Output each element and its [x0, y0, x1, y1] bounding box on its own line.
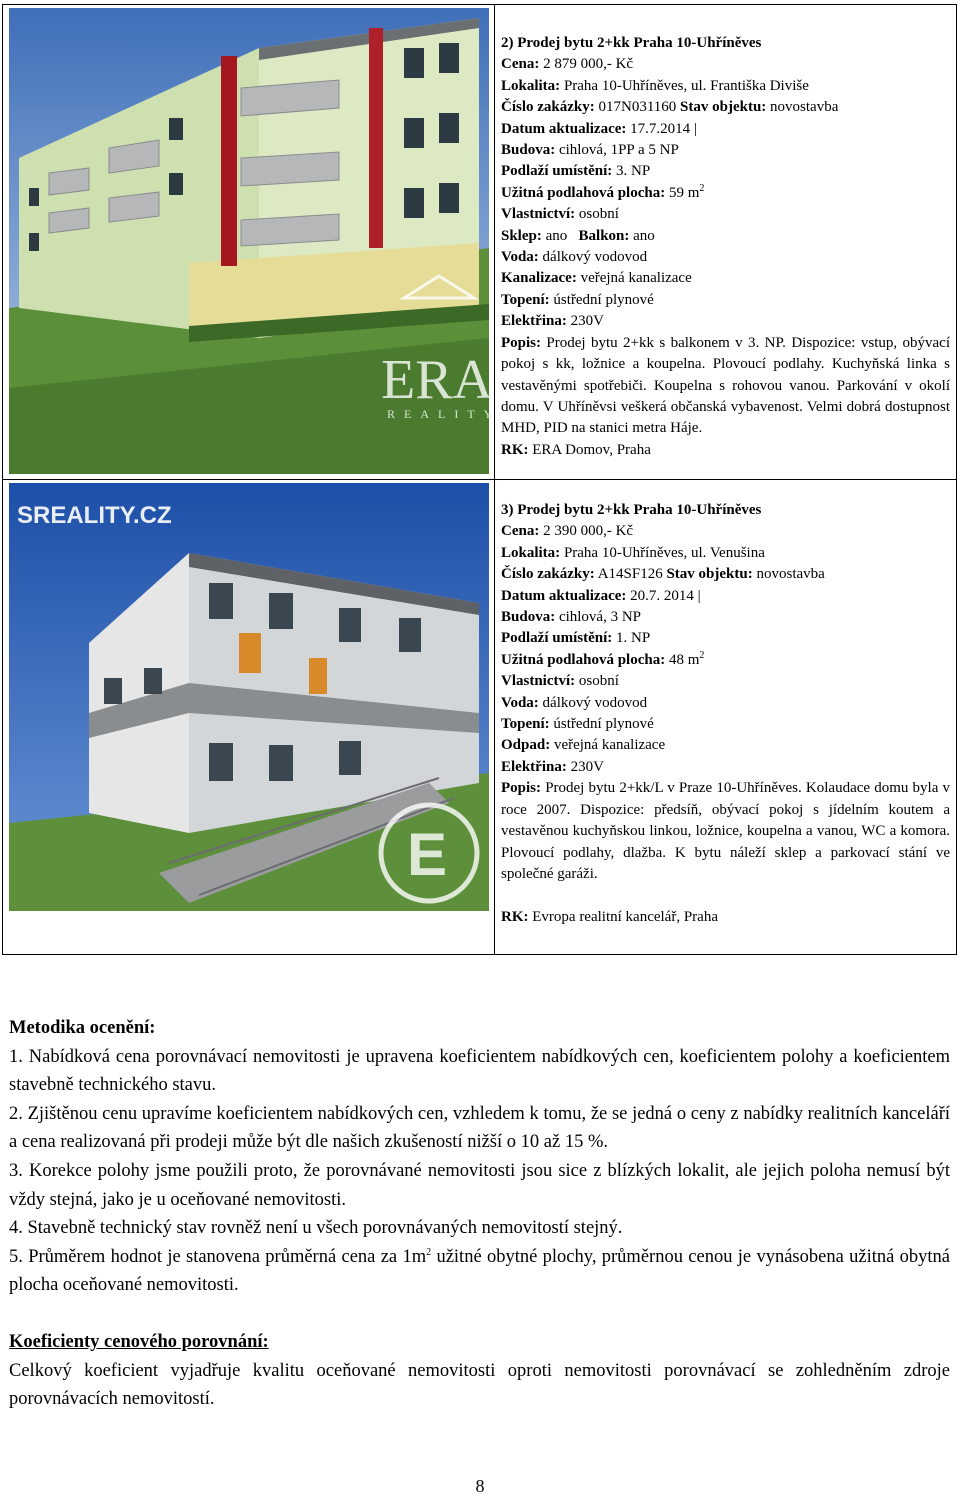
methodology-point-1: 1. Nabídková cena porovnávací nemovitosti je upravena koeficientem nabídkových cen, koeficientem polohy a koeficientem stavebně technického stavu.: [9, 1046, 950, 1096]
coefficients-heading: Koeficienty cenového porovnání:: [9, 1331, 269, 1352]
methodology-point-4: 4. Stavebně technický stav rovněž není u všech porovnávaných nemovitostí stejný.: [9, 1218, 623, 1239]
building-photo-2: [9, 8, 502, 474]
era-logo-subtext: REALITY: [387, 407, 502, 421]
sreality-watermark: SREALITY.CZ: [17, 502, 172, 529]
listing-2-price: 2 879 000,- Kč: [543, 56, 634, 73]
listing-3-photo-cell: [3, 480, 495, 955]
era-logo-text: ERA: [381, 349, 493, 411]
methodology-point-2: 2. Zjištěnou cenu upravíme koeficientem nabídkových cen, vzhledem k tomu, že se jedná o ceny z nabídky realitních kanceláří a cena realizovaná při prodeji může být dle našich zkušeností nižší o 10 až 15 %.: [9, 1103, 950, 1153]
coefficients-text: Celkový koeficient vyjadřuje kvalitu oceňované nemovitosti oproti nemovitosti porovnávací se zohledněním zdroje porovnávacích nemovitostí.: [9, 1360, 950, 1410]
listing-3-photo: [9, 483, 489, 949]
listing-3-agency: Evropa realitní kancelář, Praha: [532, 909, 718, 926]
listing-3-title: 3) Prodej bytu 2+kk Praha 10-Uhříněves: [501, 502, 762, 518]
listing-row-3: [3, 480, 957, 955]
listing-2-description: Popis: Prodej bytu 2+kk s balkonem v 3. NP. Dispozice: vstup, obývací pokoj s kk, ložnice a koupelna. Plovoucí podlahy. Kuchyňská linka s vestavěnými spotřebiči. Koupelna s rohovou vanou. Parkování v okolí domu. V Uhříněvsi veškerá občanská vybavenost. Velmi dobrá dostupnost MHD, PID na stanici metra Háje.: [501, 334, 950, 437]
listing-2-agency: ERA Domov, Praha: [532, 441, 651, 458]
listing-3-description: Popis: Prodej bytu 2+kk/L v Praze 10-Uhříněves. Kolaudace domu byla v roce 2007. Dispozice: předsíň, obývací pokoj s jídelním koutem a vestavěnou kuchyňskou linkou, ložnice, koupelna a vanou, WC a komora. Plovoucí podlahy, dlažba. K bytu náleží sklep a parkovací stání ve společné garáži.: [501, 780, 951, 882]
listing-2-title: 2) Prodej bytu 2+kk Praha 10-Uhříněves: [501, 35, 762, 51]
listing-3-location: Praha 10-Uhříněves, ul. Venušina: [563, 544, 765, 561]
listing-2-location: Praha 10-Uhříněves, ul. Františka Diviše: [563, 77, 809, 94]
methodology-section: [9, 1014, 950, 1414]
listing-row-2: [3, 5, 957, 480]
listing-3-price: 2 390 000,- Kč: [543, 523, 634, 540]
listing-2-info: 2) Prodej bytu 2+kk Praha 10-Uhříněves Cena: 2 879 000,- Kč Lokalita: Praha 10-Uhříněves, ul. Františka Diviše Číslo zakázky: 017N031160 Stav objektu: novostavba Datum aktualizace: 17.7.2014 | Budova: cihlová, 1PP a 5 NP Podlaží umístění: 3. NP Užitná podlahová plocha: 59 $m^2$ Vlastnictví: osobní Sklep: ano Balkon: ano Voda: dálkový vodovod Kanalizace: veřejná kanalizace Topení: ústřední plynové Elektřina: 230V Popis: Prodej bytu 2+kk s balkonem v 3. NP. Dispozice: vstup, obývací pokoj s kk, ložnice a koupelna. Plovoucí podlahy. Kuchyňská linka s vestavěnými spotřebiči. Koupelna s rohovou vanou. Parkování v okolí domu. V Uhříněvsi veškerá občanská vybavenost. Velmi dobrá dostupnost MHD, PID na stanici metra Háje. RK: ERA Domov, Praha: [495, 5, 957, 480]
page-number: 8: [475, 1476, 485, 1496]
methodology-point-5: 5. Průměrem hodnot je stanovena průměrná cena za $1m^2$ užitné obytné plochy, průměrnou cenou je vynásobena užitná obytná plocha oceňované nemovitosti.: [9, 1246, 950, 1296]
e-logo-text: E: [407, 821, 448, 888]
listing-2-photo-cell: [3, 5, 502, 480]
methodology-heading: Metodika ocenění:: [9, 1018, 156, 1038]
listing-3-info: 3) Prodej bytu 2+kk Praha 10-Uhříněves Cena: 2 390 000,- Kč Lokalita: Praha 10-Uhříněves, ul. Venušina Číslo zakázky: A14SF126 Stav objektu: novostavba Datum aktualizace: 20.7. 2014 | Budova: cihlová, 3 NP Podlaží umístění: 1. NP Užitná podlahová plocha: 48 $m^2$ Vlastnictví: osobní Voda: dálkový vodovod Topení: ústřední plynové Odpad: veřejná kanalizace Elektřina: 230V Popis: Prodej bytu 2+kk/L v Praze 10-Uhříněves. Kolaudace domu byla v roce 2007. Dispozice: předsíň, obývací pokoj s jídelním koutem a vestavěnou kuchyňskou linkou, ložnice, koupelna a vanou, WC a komora. Plovoucí podlahy, dlažba. K bytu náleží sklep a parkovací stání ve společné garáži. RK: Evropa realitní kancelář, Praha: [495, 480, 957, 955]
listings-table: [2, 4, 957, 955]
methodology-point-3: 3. Korekce polohy jsme použili proto, že porovnávané nemovitosti jsou sice z blízkých lokalit, ale jejich poloha nemusí být vždy stejná, jako je u oceňované nemovitosti.: [9, 1160, 950, 1210]
listing-2-photo: [9, 8, 502, 474]
building-photo-3: [9, 483, 489, 911]
